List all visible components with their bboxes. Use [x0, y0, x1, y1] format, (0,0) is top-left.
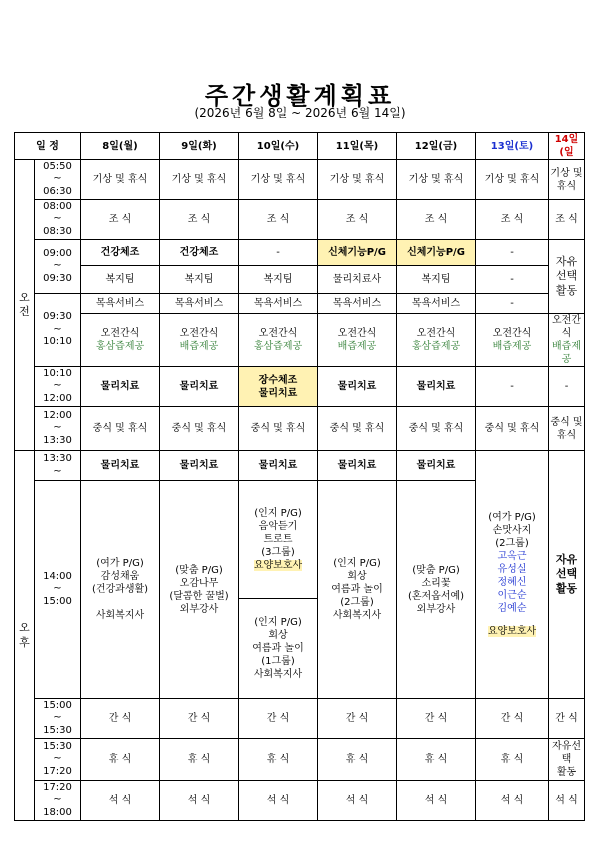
cell-empty: -: [476, 240, 549, 266]
cell-empty: -: [239, 240, 318, 266]
cell-dinner: 석 식: [476, 781, 549, 821]
time-label: 12:00 ~ 13:30: [35, 407, 81, 451]
date-range: (2026년 6월 8일 ~ 2026년 6월 14일): [194, 106, 406, 120]
cell-snack: 간 식: [397, 699, 476, 739]
cell-rest: 휴 식: [81, 739, 160, 781]
cell-empty: -: [476, 266, 549, 294]
cell-bath: 목욕서비스: [239, 294, 318, 314]
cell-rest: 휴 식: [476, 739, 549, 781]
cell-physio: 물리치료: [81, 451, 160, 481]
cell-am-snack: 오전간식 홍삼즙제공: [239, 314, 318, 367]
time-label: 13:30 ~: [35, 451, 81, 481]
cell-bath: 목욕서비스: [160, 294, 239, 314]
cell-dinner: 석 식: [549, 781, 585, 821]
cell-welfare-team: 복지팀: [160, 266, 239, 294]
header-schedule: 일 정: [15, 133, 81, 160]
cell-wake: 기상 및 휴식: [318, 160, 397, 200]
cell-wed-program-a: (인지 P/G) 음악듣기 트로트 (3그룹) 요양보호사: [239, 481, 318, 599]
cell-snack: 간 식: [239, 699, 318, 739]
cell-bath: 목욕서비스: [81, 294, 160, 314]
row-pm-physio: [15, 451, 585, 481]
cell-breakfast: 조 식: [397, 200, 476, 240]
cell-sun-free: 자유 선택 활동: [549, 240, 585, 314]
row-dinner: [15, 781, 585, 821]
cell-sun-free: 자유 선택 활동: [549, 451, 585, 699]
row-staff: [15, 266, 585, 294]
cell-snack: 간 식: [318, 699, 397, 739]
cell-welfare-team: 복지팀: [239, 266, 318, 294]
row-wake: [15, 160, 585, 200]
cell-dinner: 석 식: [239, 781, 318, 821]
cell-fri-program: (맞춤 P/G) 소리꽃 (혼저옵서예) 외부강사: [397, 481, 476, 699]
cell-dinner: 석 식: [397, 781, 476, 821]
cell-am-snack: 오전간식 배즙제공: [160, 314, 239, 367]
cell-sat-program: (여가 P/G) 손맛사지 (2그룹) 고옥근 유성실 정혜신 이근순 김예순 요양보호사: [476, 451, 549, 699]
cell-lunch: 중식 및 휴식: [160, 407, 239, 451]
cell-wake: 기상 및 휴식: [160, 160, 239, 200]
cell-bath: 목욕서비스: [318, 294, 397, 314]
cell-breakfast: 조 식: [160, 200, 239, 240]
cell-physio: 물리치료: [81, 367, 160, 407]
cell-rest: 휴 식: [239, 739, 318, 781]
row-morning-activity: [15, 240, 585, 266]
cell-bath: 목욕서비스: [397, 294, 476, 314]
cell-physio: 물리치료: [318, 367, 397, 407]
header-day-sun: 14일(일: [549, 133, 585, 160]
row-physio: [15, 367, 585, 407]
cell-lunch-sun: 중식 및 휴식: [549, 407, 585, 451]
cell-empty: -: [476, 294, 549, 314]
cell-am-snack: 오전간식 배즙제공: [318, 314, 397, 367]
cell-lunch: 중식 및 휴식: [239, 407, 318, 451]
cell-empty: -: [549, 367, 585, 407]
cell-rest: 휴 식: [160, 739, 239, 781]
time-label: 15:00 ~ 15:30: [35, 699, 81, 739]
cell-health-exercise: 건강체조: [81, 240, 160, 266]
cell-thu-program: (인지 P/G) 회상 여름과 놀이 (2그룹) 사회복지사: [318, 481, 397, 699]
cell-snack: 간 식: [476, 699, 549, 739]
header-day-sat: 13일(토): [476, 133, 549, 160]
cell-physio: 물리치료: [397, 451, 476, 481]
header-day-thu: 11일(목): [318, 133, 397, 160]
cell-wake-sun: 기상 및 휴식: [549, 160, 585, 200]
cell-welfare-team: 복지팀: [397, 266, 476, 294]
time-label: 15:30 ~ 17:20: [35, 739, 81, 781]
cell-physio: 물리치료: [318, 451, 397, 481]
row-pm-snack: [15, 699, 585, 739]
cell-longevity-exercise: 장수체조 물리치료: [239, 367, 318, 407]
row-bath: [15, 294, 585, 314]
cell-empty: -: [476, 367, 549, 407]
cell-physio: 물리치료: [397, 367, 476, 407]
cell-physio: 물리치료: [160, 367, 239, 407]
header-day-mon: 8일(월): [81, 133, 160, 160]
cell-am-snack: 오전간식 배즙제공: [476, 314, 549, 367]
time-label: 17:20 ~ 18:00: [35, 781, 81, 821]
cell-body-pg: 신체기능P/G: [397, 240, 476, 266]
cell-wed-program-b: (인지 P/G) 회상 여름과 놀이 (1그룹) 사회복지사: [239, 599, 318, 699]
cell-rest: 휴 식: [397, 739, 476, 781]
cell-am-snack: 오전간식 홍삼즙제공: [397, 314, 476, 367]
row-am-snack: [15, 314, 585, 367]
time-label: 05:50 ~ 06:30: [35, 160, 81, 200]
cell-am-snack: 오전간식 배즙제공: [549, 314, 585, 367]
row-rest: [15, 739, 585, 781]
cell-health-exercise: 건강체조: [160, 240, 239, 266]
page-title: 주간생활계획표: [204, 82, 396, 110]
header-day-wed: 10일(수): [239, 133, 318, 160]
time-label: 09:30 ~ 10:10: [35, 294, 81, 367]
cell-rest: 휴 식: [318, 739, 397, 781]
cell-wake: 기상 및 휴식: [476, 160, 549, 200]
cell-body-pg: 신체기능P/G: [318, 240, 397, 266]
cell-wake: 기상 및 휴식: [239, 160, 318, 200]
cell-dinner: 석 식: [318, 781, 397, 821]
header-day-tue: 9일(화): [160, 133, 239, 160]
cell-snack: 간 식: [549, 699, 585, 739]
cell-breakfast: 조 식: [476, 200, 549, 240]
cell-mon-program: (여가 P/G) 감성채움 (건강과생활) 사회복지사: [81, 481, 160, 699]
cell-tue-program: (맞춤 P/G) 오감나무 (달콤한 꿀벌) 외부강사: [160, 481, 239, 699]
cell-breakfast: 조 식: [81, 200, 160, 240]
cell-snack: 간 식: [81, 699, 160, 739]
row-breakfast: [15, 200, 585, 240]
row-lunch: [15, 407, 585, 451]
cell-lunch: 중식 및 휴식: [318, 407, 397, 451]
time-label: 08:00 ~ 08:30: [35, 200, 81, 240]
cell-physio: 물리치료: [239, 451, 318, 481]
cell-breakfast: 조 식: [318, 200, 397, 240]
cell-am-snack: 오전간식 홍삼즙제공: [81, 314, 160, 367]
cell-dinner: 석 식: [160, 781, 239, 821]
cell-lunch: 중식 및 휴식: [81, 407, 160, 451]
cell-physio: 물리치료: [160, 451, 239, 481]
cell-physio-staff: 물리치료사: [318, 266, 397, 294]
cell-breakfast: 조 식: [549, 200, 585, 240]
cell-snack: 간 식: [160, 699, 239, 739]
cell-lunch: 중식 및 휴식: [476, 407, 549, 451]
section-pm: 오 후: [15, 451, 35, 821]
cell-welfare-team: 복지팀: [81, 266, 160, 294]
section-am: 오 전: [15, 160, 35, 451]
time-label: 14:00 ~ 15:00: [35, 481, 81, 699]
time-label: 09:00 ~ 09:30: [35, 240, 81, 294]
cell-wake: 기상 및 휴식: [81, 160, 160, 200]
cell-lunch: 중식 및 휴식: [397, 407, 476, 451]
cell-wake: 기상 및 휴식: [397, 160, 476, 200]
cell-sun-rest: 자유선택 활동: [549, 739, 585, 781]
header-row: [15, 133, 585, 160]
cell-dinner: 석 식: [81, 781, 160, 821]
schedule-table: [14, 132, 585, 821]
time-label: 10:10 ~ 12:00: [35, 367, 81, 407]
header-day-fri: 12일(금): [397, 133, 476, 160]
cell-breakfast: 조 식: [239, 200, 318, 240]
